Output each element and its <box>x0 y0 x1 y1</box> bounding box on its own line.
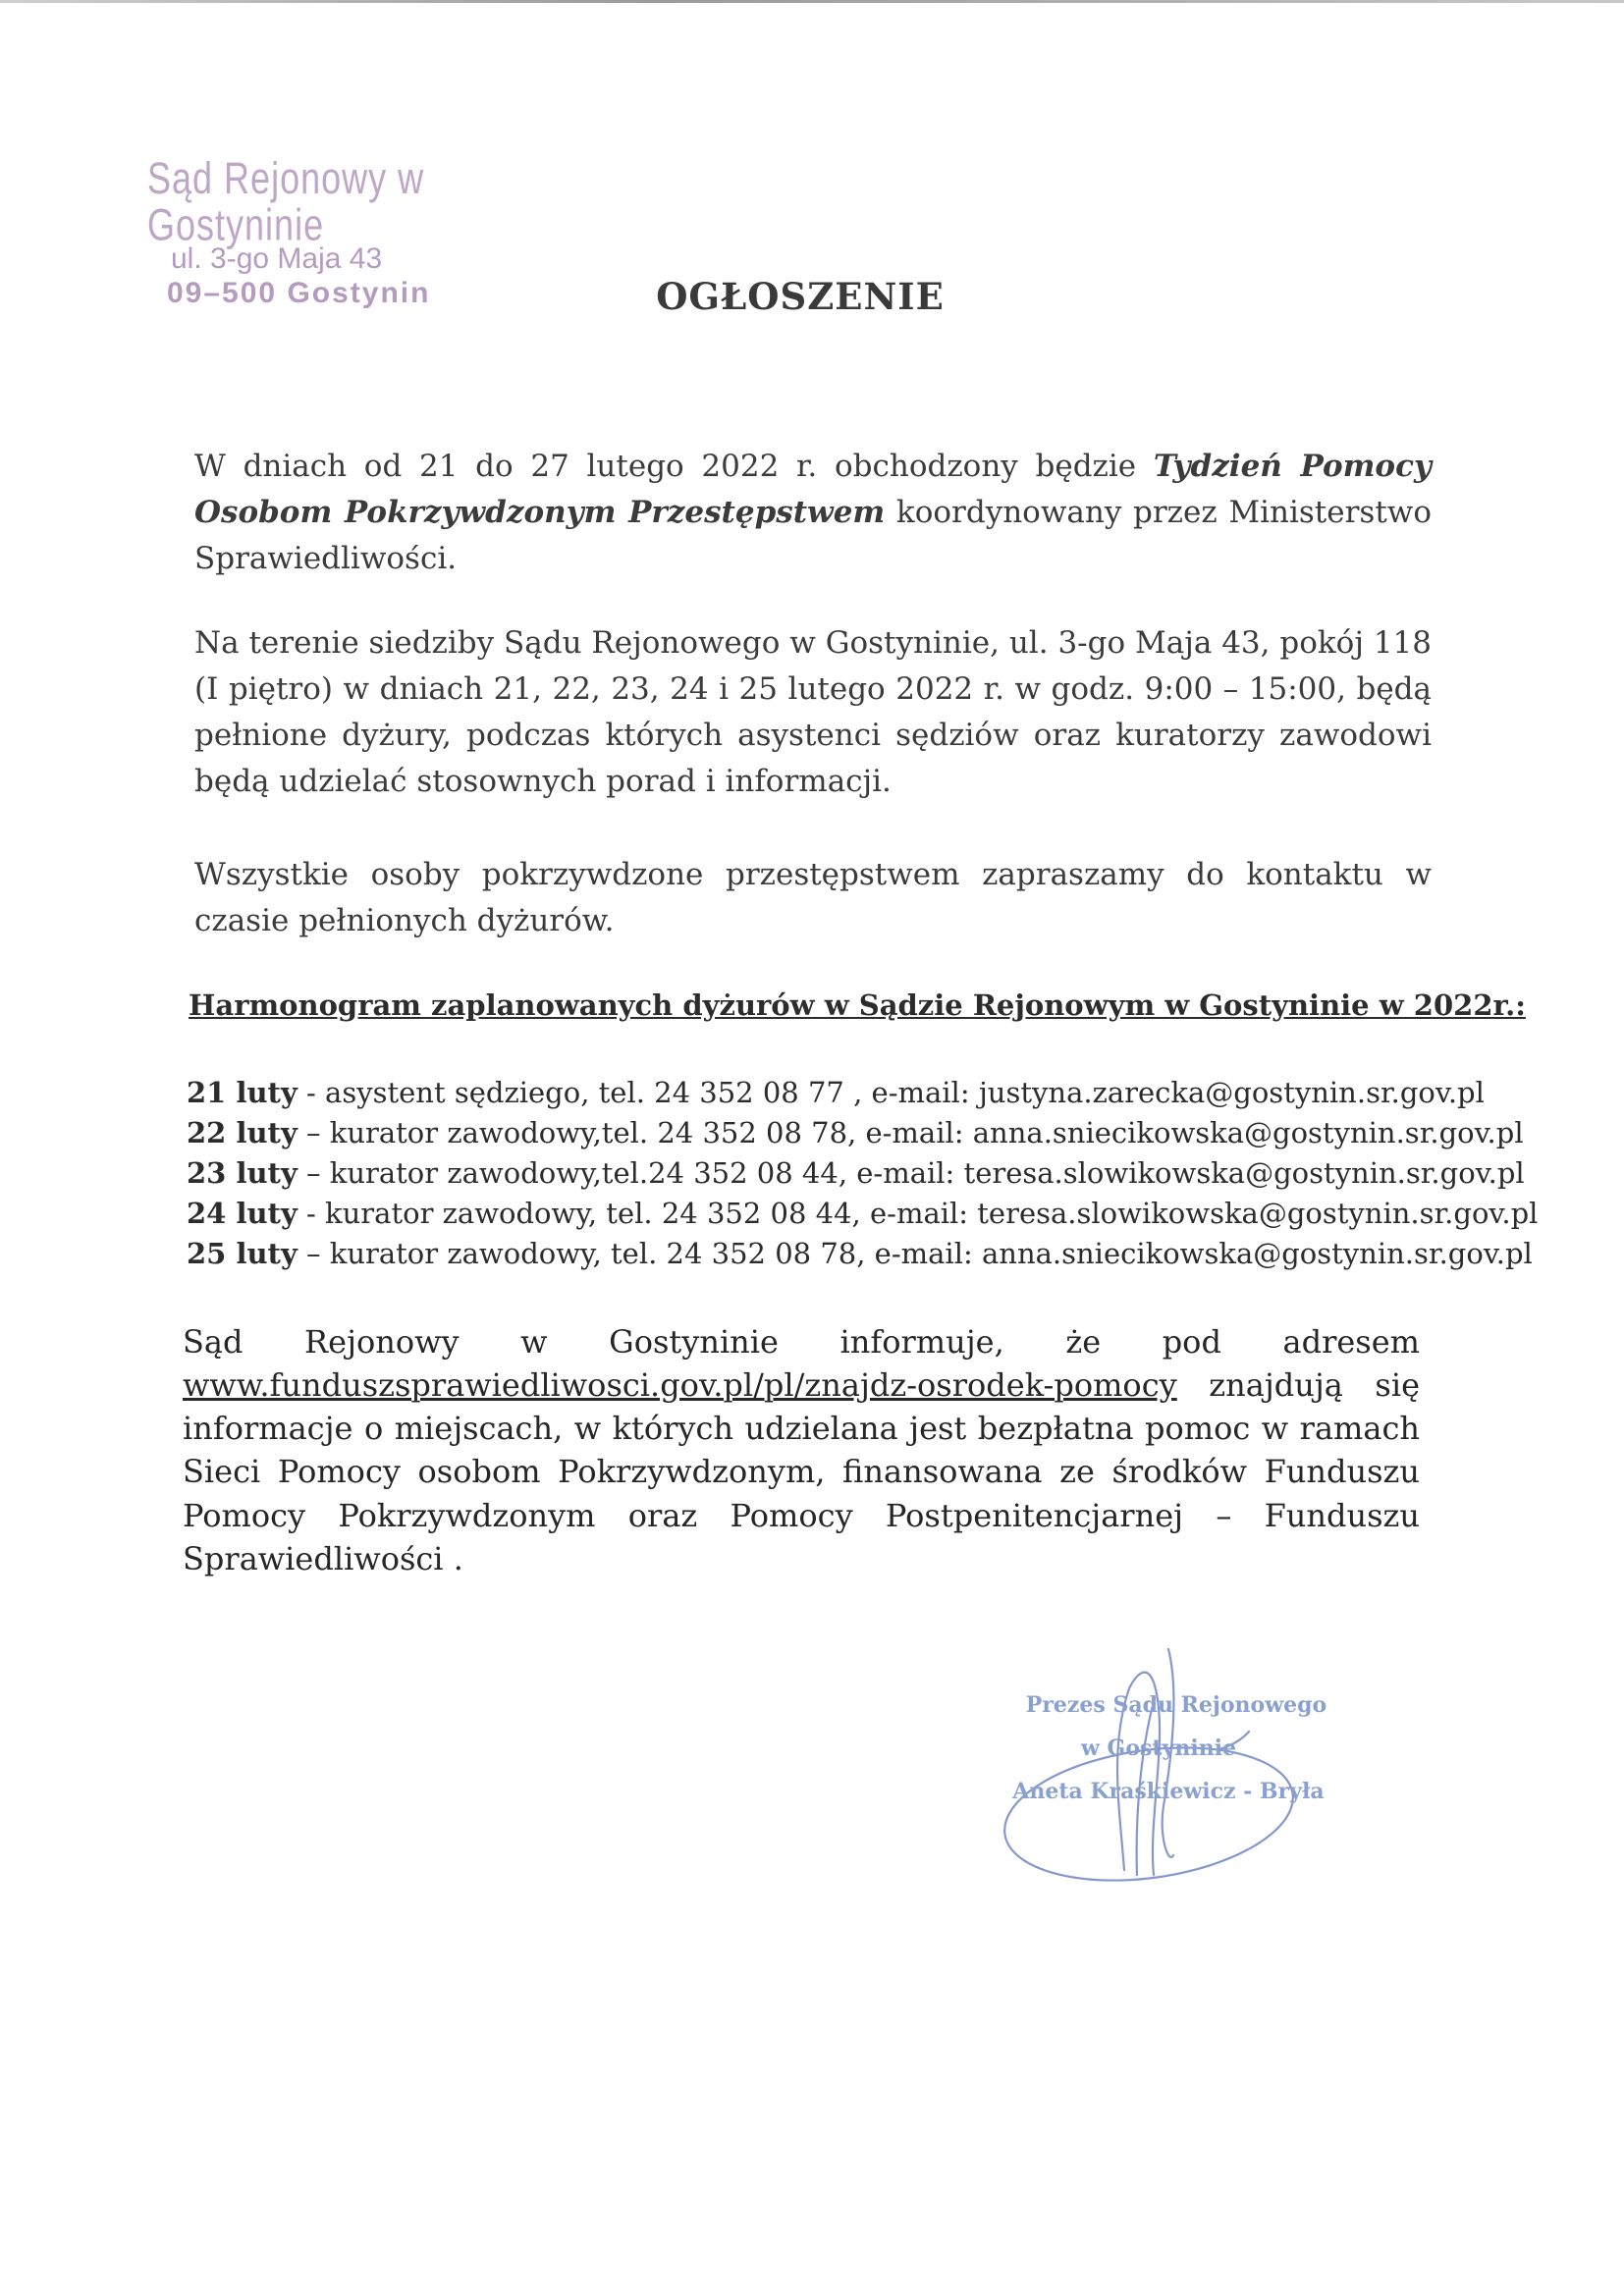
schedule-list <box>187 1073 1539 1274</box>
schedule-row <box>187 1194 1539 1234</box>
page-title: OGŁOSZENIE <box>656 275 945 318</box>
schedule-row <box>187 1234 1533 1274</box>
schedule-day: 22 luty <box>187 1116 298 1149</box>
schedule-title: Harmonogram zaplanowanych dyżurów w Sądzie Rejonowym w Gostyninie w 2022r.: <box>189 988 1526 1022</box>
schedule-details: - kurator zawodowy, tel. 24 352 08 44, e-mail: teresa.slowikowska@gostynin.sr.gov.pl <box>297 1197 1539 1230</box>
paragraph-intro <box>194 444 1432 582</box>
schedule-details: - asystent sędziego, tel. 24 352 08 77 , e-mail: justyna.zarecka@gostynin.sr.gov.pl <box>297 1076 1485 1109</box>
schedule-row <box>187 1153 1525 1194</box>
signature-court: w Gostyninie <box>1080 1735 1237 1761</box>
schedule-day: 21 luty <box>187 1076 298 1109</box>
event-name: Tydzień Pomocy Osobom Pokrzywdzonym Przestępstwem <box>194 449 1432 531</box>
paragraph-invitation: Wszystkie osoby pokrzywdzone przestępstwem zapraszamy do kontaktu w czasie pełnionych dyżurów. <box>194 857 1432 939</box>
stamp-line-court: Sąd Rejonowy w Gostyninie <box>147 152 425 249</box>
fund-info-end: znajdują się informacje o miejscach, w których udzielana jest bezpłatna pomoc w ramach Sieci Pomocy osobom Pokrzywdzonym, finansowana ze środków Funduszu Pomocy Pokrzywdzonym oraz Pomocy Postpenitencjarnej – Funduszu Sprawiedliwości . <box>183 1366 1420 1577</box>
schedule-day: 24 luty <box>187 1197 298 1230</box>
schedule-details: – kurator zawodowy,tel. 24 352 08 78, e-mail: anna.sniecikowska@gostynin.sr.gov.pl <box>297 1116 1524 1149</box>
scan-edge-line <box>0 0 1624 3</box>
stamp-line-postcode: 09–500 Gostynin <box>167 277 431 310</box>
signature-title: Prezes Sądu Rejonowego <box>1025 1692 1327 1718</box>
fund-website-link[interactable]: www.funduszsprawiedliwosci.gov.pl/pl/znajdz-osrodek-pomocy <box>183 1366 1177 1405</box>
stamp-line-street: ul. 3-go Maja 43 <box>171 241 383 275</box>
schedule-day: 23 luty <box>187 1156 298 1190</box>
paragraph-location: Na terenie siedziby Sądu Rejonowego w Gostyninie, ul. 3-go Maja 43, pokój 118 (I piętro) w dniach 21, 22, 23, 24 i 25 lutego 2022 r. w godz. 9:00 – 15:00, będą pełnione dyżury, podczas których asystenci sędziów oraz kuratorzy zawodowi będą udzielać stosownych porad i informacji. <box>194 625 1432 800</box>
schedule-row <box>187 1073 1485 1113</box>
fund-info-start: Sąd Rejonowy w Gostyninie informuje, że pod adresem <box>183 1323 1420 1361</box>
schedule-details: – kurator zawodowy,tel.24 352 08 44, e-mail: teresa.slowikowska@gostynin.sr.gov.pl <box>297 1156 1525 1190</box>
intro-text-end: koordynowany przez Ministerstwo Sprawiedliwości. <box>194 495 1432 577</box>
schedule-row <box>187 1113 1524 1153</box>
paragraph-fund-info <box>183 1320 1420 1580</box>
schedule-details: – kurator zawodowy, tel. 24 352 08 78, e-mail: anna.sniecikowska@gostynin.sr.gov.pl <box>297 1237 1533 1270</box>
intro-text-start: W dniach od 21 do 27 lutego 2022 r. obchodzony będzie <box>194 449 1154 484</box>
signature-block <box>962 1629 1355 1885</box>
schedule-day: 25 luty <box>187 1237 298 1270</box>
signature-name: Aneta Kraśkiewicz - Bryła <box>1012 1779 1325 1804</box>
